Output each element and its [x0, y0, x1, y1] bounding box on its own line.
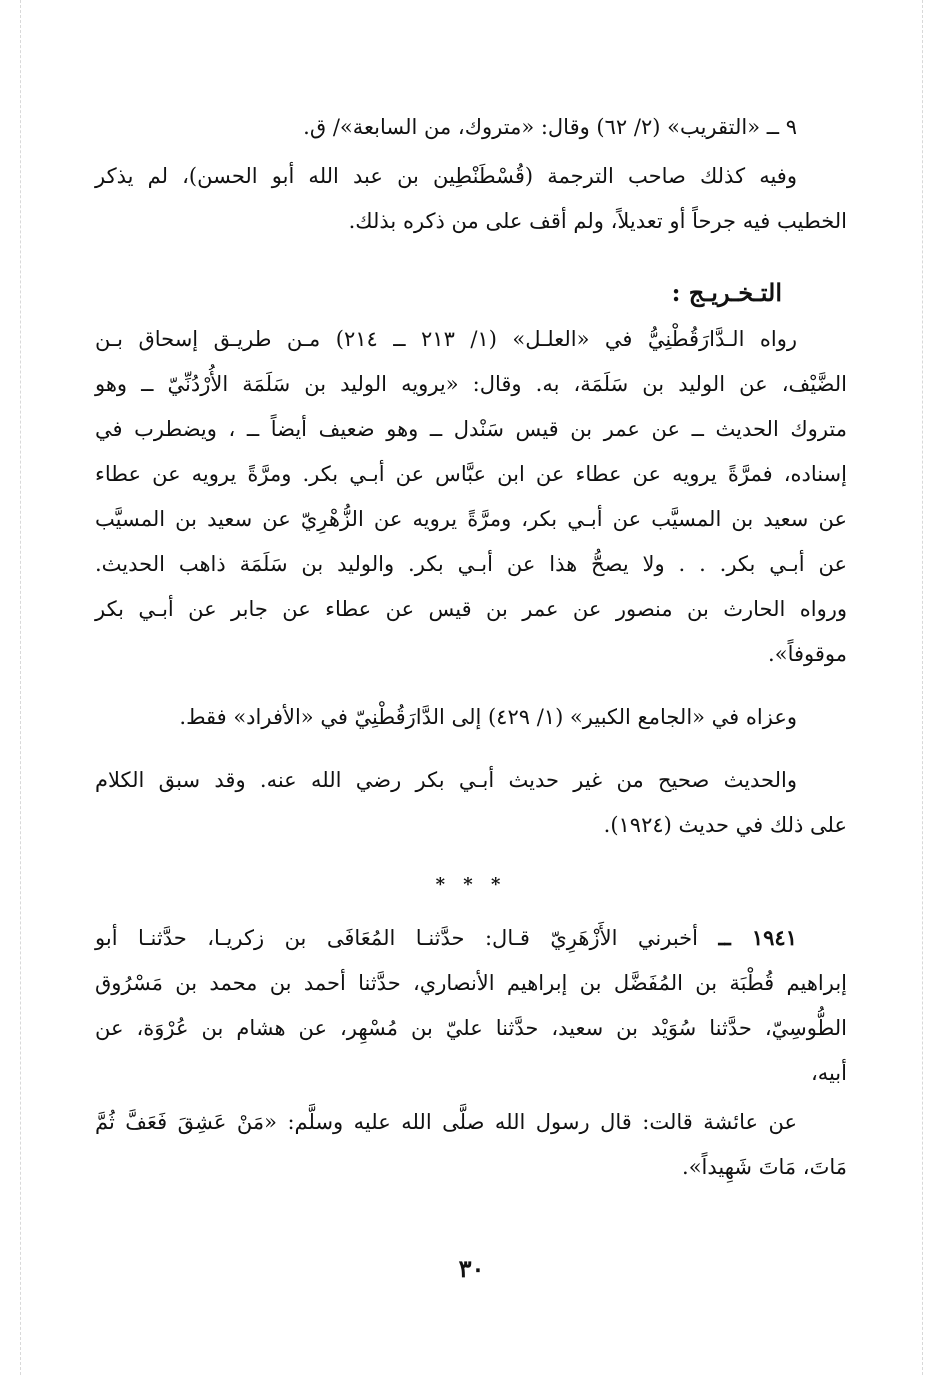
paragraph-line: وفيه كذلك صاحب الترجمة (قُسْطَنْطِين بن عبد الله أبو الحسن)، لم يذكر [95, 164, 797, 188]
paragraph-line: عن عائشة قالت: قال رسول الله صلَّى الله عليه وسلَّم: «مَنْ عَشِقَ فَعَفَّ ثُمَّ [95, 1110, 797, 1134]
paragraph-line: الطُّوسِيّ، حدَّثنا سُوَيْد بن سعيد، حدَّثنا عليّ بن مُسْهِر، عن هشام بن عُرْوَة، عن [95, 1016, 847, 1040]
page-number: ٣٠ [458, 1254, 485, 1283]
paragraph-line: ورواه الحارث بن منصور عن عمر بن قيس عن عطاء عن جابر عن أبـي بكر [95, 597, 847, 621]
paragraph-line: الخطيب فيه جرحاً أو تعديلاً، ولم أقف على من ذكره بذلك. [348, 209, 847, 233]
paragraph-hadith-isnad [95, 915, 847, 1096]
paragraph-takhrij [95, 317, 847, 677]
paragraph-line: رواه الـدَّارَقُطْنِيُّ في «العلـل» (١/ ٢١٣ ــ ٢١٤) مـن طريـق إسحاق بـن [95, 327, 797, 351]
paragraph-attribution [95, 695, 847, 740]
paragraph-line: عن سعيد بن المسيَّب عن أبـي بكر، ومرَّةً يرويه عن الزُّهْرِيّ عن سعيد بن المسيَّب [95, 507, 847, 531]
paragraph-line: موقوفاً». [768, 642, 847, 666]
paragraph-line: وعزاه في «الجامع الكبير» (١/ ٤٢٩) إلى الدَّارَقُطْنِيّ في «الأفراد» فقط. [179, 705, 797, 729]
paragraph-line: عن أبـي بكر. . . ولا يصحُّ هذا عن أبـي بكر. والوليد بن سَلَمَة ذاهب الحديث. [95, 552, 847, 576]
paragraph-line: مَاتَ، مَاتَ شَهِيداً». [682, 1155, 847, 1179]
paragraph-line: إسناده، فمرَّةً يرويه عن عطاء عن ابن عبَّاس عن أبـي بكر. ومرَّةً يرويه عن عطاء [95, 462, 847, 486]
footnote-line: ٩ ــ «التقريب» (٢/ ٦٢) وقال: «متروك، من السابعة»/ ق. [303, 115, 797, 139]
right-margin-rule [922, 0, 923, 1375]
paragraph-line: على ذلك في حديث (١٩٢٤). [603, 813, 847, 837]
takhrij-heading: التـخـريـج : [671, 278, 782, 307]
isnad-text: أخبرني الأَزْهَرِيّ قـال: حدَّثنـا المُعَافَى بن زكريـا، حدَّثنـا أبو [95, 926, 698, 950]
hadith-number: ١٩٤١ ــ [718, 925, 797, 950]
paragraph-line: والحديث صحيح من غير حديث أبـي بكر رضي الله عنه. وقد سبق الكلام [95, 768, 797, 792]
paragraph-line [95, 915, 847, 961]
left-margin-rule [20, 0, 21, 1375]
section-separator: * * * [435, 874, 507, 895]
paragraph-narrator-note [95, 154, 847, 244]
paragraph-hadith-matn [95, 1100, 847, 1190]
paragraph-line: أبيه، [810, 1061, 847, 1085]
paragraph-ruling [95, 758, 847, 848]
page-body [95, 105, 847, 1190]
paragraph-line: الضَّيْف، عن الوليد بن سَلَمَة، به. وقال: «يرويه الوليد بن سَلَمَة الأُرْدُنِّيّ ــ وهو [95, 372, 847, 396]
paragraph-line: إبراهيم قُطْبَة بن المُفَضَّل بن إبراهيم الأنصاري، حدَّثنا أحمد بن محمد بن مَسْرُوق [95, 971, 847, 995]
footnote [95, 105, 847, 150]
paragraph-line: متروك الحديث ــ عن عمر بن قيس سَنْدل ــ وهو ضعيف أيضاً ــ ، ويضطرب في [95, 417, 847, 441]
